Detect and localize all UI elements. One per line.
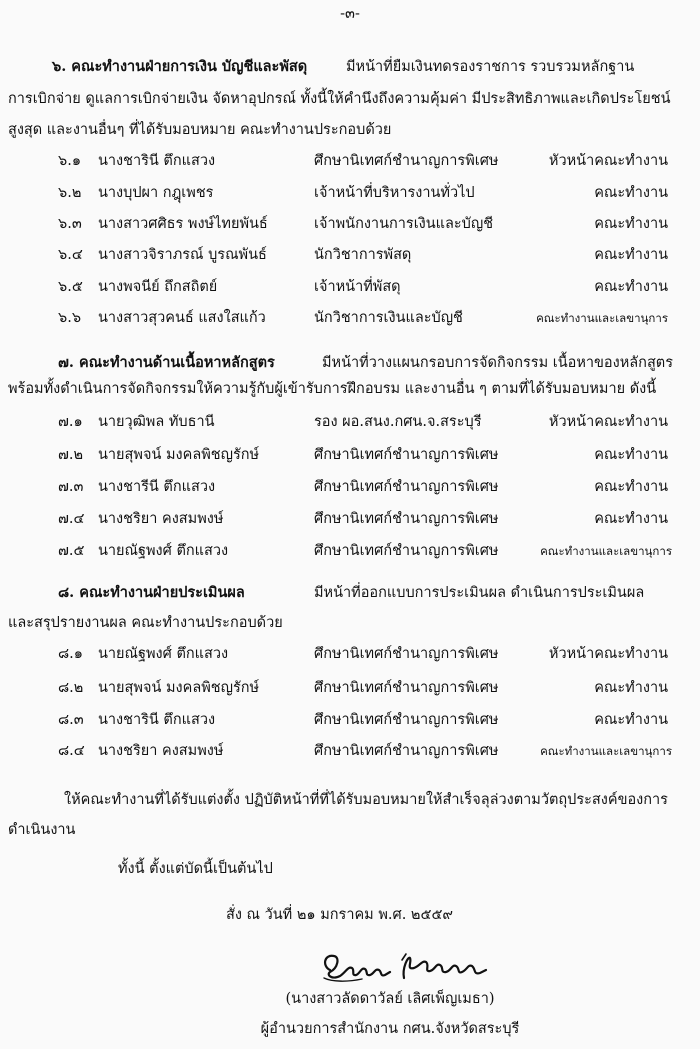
section-8-line-2: และสรุปรายงานผล คณะทำงานประกอบด้วย	[8, 615, 283, 631]
member-position: ศึกษานิเทศก์ชำนาญการพิเศษ	[314, 712, 499, 728]
member-role: คณะทำงาน	[594, 216, 668, 232]
member-name: นายสุพจน์ มงคลพิชญรักษ์	[98, 680, 260, 696]
member-position: ศึกษานิเทศก์ชำนาญการพิเศษ	[314, 680, 499, 696]
member-role: หัวหน้าคณะทำงาน	[548, 153, 668, 169]
member-position: ศึกษานิเทศก์ชำนาญการพิเศษ	[314, 646, 499, 662]
member-number: ๗.๓	[58, 479, 84, 495]
member-position: ศึกษานิเทศก์ชำนาญการพิเศษ	[314, 543, 499, 559]
page-number: -๓-	[340, 6, 360, 22]
member-name: นางชารีนี ตึกแสวง	[98, 479, 216, 495]
member-name: นายวุฒิพล ทับธานี	[98, 414, 215, 430]
member-name: นางชริยา คงสมพงษ์	[98, 511, 224, 527]
member-position: ศึกษานิเทศก์ชำนาญการพิเศษ	[314, 153, 499, 169]
member-name: นางชารินี ตึกแสวง	[98, 712, 216, 728]
member-role: คณะทำงานและเลขานุการ	[536, 311, 668, 325]
member-position: นักวิชาการพัสดุ	[314, 247, 412, 263]
member-position: ศึกษานิเทศก์ชำนาญการพิเศษ	[314, 447, 499, 463]
member-role: คณะทำงานและเลขานุการ	[540, 544, 672, 558]
member-number: ๘.๓	[58, 712, 84, 728]
member-role: หัวหน้าคณะทำงาน	[548, 414, 668, 430]
member-position: ศึกษานิเทศก์ชำนาญการพิเศษ	[314, 479, 499, 495]
closing-line-2: ดำเนินงาน	[8, 822, 76, 838]
member-number: ๗.๕	[58, 543, 85, 559]
section-6-line-1: มีหน้าที่ยืมเงินทดรองราชการ รวบรวมหลักฐาน	[346, 59, 635, 75]
effective-statement: ทั้งนี้ ตั้งแต่บัดนี้เป็นต้นไป	[118, 861, 273, 877]
section-6-line-3: สูงสุด และงานอื่นๆ ที่ได้รับมอบหมาย คณะทำงานประกอบด้วย	[8, 122, 392, 138]
member-position: ศึกษานิเทศก์ชำนาญการพิเศษ	[314, 511, 499, 527]
member-number: ๖.๖	[58, 310, 82, 326]
member-number: ๖.๑	[58, 153, 82, 169]
member-number: ๘.๔	[58, 743, 85, 759]
member-name: นางบุปผา กฎุเพชร	[98, 185, 214, 201]
member-name: นางพจนีย์ ถึกสถิตย์	[98, 279, 218, 295]
closing-line-1: ให้คณะทำงานที่ได้รับแต่งตั้ง ปฏิบัติหน้าที่ที่ได้รับมอบหมายให้สำเร็จลุล่วงตามวัตถุประสงค์ของการ	[64, 792, 668, 808]
member-number: ๖.๔	[58, 247, 83, 263]
member-position: รอง ผอ.สนง.กศน.จ.สระบุรี	[314, 414, 482, 430]
member-number: ๗.๑	[58, 414, 83, 430]
member-name: นางชารินี ตึกแสวง	[98, 153, 216, 169]
member-name: นายสุพจน์ มงคลพิชญรักษ์	[98, 447, 260, 463]
signatory-name: (นางสาวลัดดาวัลย์ เลิศเพ็ญเมธา)	[285, 991, 495, 1007]
member-role: หัวหน้าคณะทำงาน	[548, 646, 668, 662]
section-8-heading: ๘. คณะทำงานฝ่ายประเมินผล	[58, 584, 245, 601]
member-position: เจ้าพนักงานการเงินและบัญชี	[314, 216, 494, 232]
member-name: นางสาวศศิธร พงษ์ไทยพันธ์	[98, 216, 268, 232]
member-number: ๘.๒	[58, 680, 84, 696]
member-number: ๖.๒	[58, 185, 82, 201]
member-role: คณะทำงาน	[594, 447, 668, 463]
member-number: ๖.๕	[58, 279, 83, 295]
section-7-heading: ๗. คณะทำงานด้านเนื้อหาหลักสูตร	[58, 354, 275, 371]
section-7-line-2: พร้อมทั้งดำเนินการจัดกิจกรรมให้ความรู้กับผู้เข้ารับการฝึกอบรม และงานอื่น ๆ ตามที่ได้รับมอบหมาย ดังนี้	[8, 381, 657, 397]
member-number: ๖.๓	[58, 216, 82, 232]
member-number: ๗.๒	[58, 447, 84, 463]
member-position: นักวิชาการเงินและบัญชี	[314, 310, 463, 326]
member-role: คณะทำงาน	[594, 511, 668, 527]
member-position: เจ้าหน้าที่บริหารงานทั่วไป	[314, 185, 475, 201]
member-name: นางสาวจิราภรณ์ บูรณพันธ์	[98, 247, 267, 263]
member-position: เจ้าหน้าที่พัสดุ	[314, 279, 401, 295]
section-6-heading: ๖. คณะทำงานฝ่ายการเงิน บัญชีและพัสดุ	[52, 58, 308, 75]
member-name: นางชริยา คงสมพงษ์	[98, 743, 224, 759]
member-role: คณะทำงาน	[594, 479, 668, 495]
member-position: ศึกษานิเทศก์ชำนาญการพิเศษ	[314, 743, 499, 759]
member-name: นายณัฐพงศ์ ตึกแสวง	[98, 646, 229, 662]
order-date: สั่ง ณ วันที่ ๒๑ มกราคม พ.ศ. ๒๕๕๙	[226, 907, 454, 923]
member-number: ๗.๔	[58, 511, 85, 527]
section-7-line-1: มีหน้าที่วางแผนกรอบการจัดกิจกรรม เนื้อหาของหลักสูตร	[322, 355, 674, 371]
member-role: คณะทำงาน	[594, 712, 668, 728]
member-name: นายณัฐพงศ์ ตึกแสวง	[98, 543, 229, 559]
member-name: นางสาวสุวคนธ์ แสงใสแก้ว	[98, 310, 266, 326]
member-role: คณะทำงาน	[594, 279, 668, 295]
member-number: ๘.๑	[58, 646, 83, 662]
section-6-line-2: การเบิกจ่าย ดูแลการเบิกจ่ายเงิน จัดหาอุปกรณ์ ทั้งนี้ให้คำนึงถึงความคุ้มค่า มีประสิทธิภาพและเกิดประโยชน์	[8, 91, 671, 107]
member-role: คณะทำงาน	[594, 247, 668, 263]
signature-image	[318, 948, 494, 988]
member-role: คณะทำงานและเลขานุการ	[540, 744, 672, 758]
section-8-line-1: มีหน้าที่ออกแบบการประเมินผล ดำเนินการประเมินผล	[314, 585, 645, 601]
signatory-title: ผู้อำนวยการสำนักงาน กศน.จังหวัดสระบุรี	[260, 1021, 520, 1037]
member-role: คณะทำงาน	[594, 680, 668, 696]
member-role: คณะทำงาน	[594, 185, 668, 201]
